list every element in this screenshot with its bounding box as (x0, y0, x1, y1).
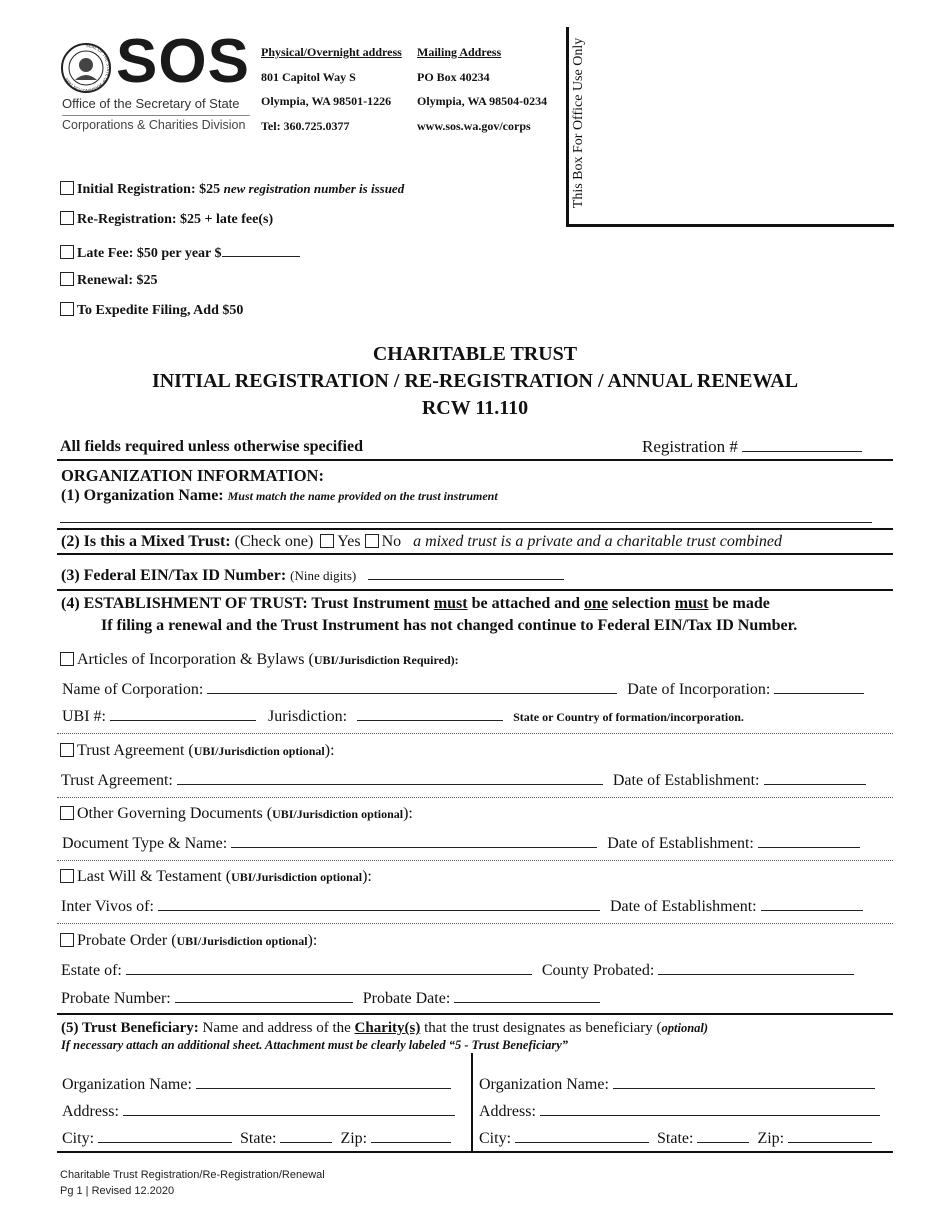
logo-mark: SOS (116, 27, 250, 96)
org-heading: ORGANIZATION INFORMATION: (61, 466, 324, 485)
ein-field[interactable] (368, 565, 564, 580)
mixed-no-checkbox[interactable] (365, 534, 379, 548)
beneficiary-2-address-field[interactable] (540, 1101, 880, 1116)
trust-agreement-option[interactable]: Trust Agreement (UBI/Jurisdiction optional): (60, 742, 335, 760)
ubi-row: UBI #: Jurisdiction: State or Country of formation/incorporation. (62, 708, 744, 725)
jurisdiction-field[interactable] (357, 706, 503, 721)
ubi-field[interactable] (110, 706, 256, 721)
ein-row: (3) Federal EIN/Tax ID Number: (Nine digits) (61, 565, 564, 585)
probate-number-row: Probate Number: Probate Date: (61, 988, 600, 1008)
fee-expedite[interactable]: To Expedite Filing, Add $50 (60, 302, 243, 319)
late-checkbox[interactable] (60, 245, 74, 259)
footer: Charitable Trust Registration/Re-Registration/Renewal Pg 1 | Revised 12.2020 (60, 1169, 325, 1197)
sos-logo (60, 27, 260, 140)
beneficiary-2-city: City: State: Zip: (479, 1128, 872, 1148)
inc-date-field[interactable] (774, 679, 864, 694)
other-docs-option[interactable]: Other Governing Documents (UBI/Jurisdiction optional): (60, 805, 413, 823)
inter-vivos-row: Inter Vivos of: Date of Establishment: (61, 896, 863, 916)
corp-name-row: Name of Corporation: Date of Incorporation: (62, 679, 864, 699)
county-field[interactable] (658, 960, 854, 975)
trust-agreement-field[interactable] (177, 770, 603, 785)
beneficiary-1-address-field[interactable] (123, 1101, 455, 1116)
registration-number[interactable]: Registration # (642, 437, 862, 457)
beneficiary-heading: (5) Trust Beneficiary: Name and address of the Charity(s) that the trust designates as beneficiary (optional) (61, 1020, 709, 1036)
will-option[interactable]: Last Will & Testament (UBI/Jurisdiction optional): (60, 868, 372, 886)
beneficiary-2-address: Address: (479, 1101, 880, 1121)
initial-checkbox[interactable] (60, 181, 74, 195)
beneficiary-1-org: Organization Name: (62, 1074, 451, 1094)
beneficiary-note: If necessary attach an additional sheet. Attachment must be clearly labeled “5 - Trust Beneficiary” (61, 1038, 569, 1052)
logo-division: Corporations & Charities Division (62, 118, 246, 132)
mailing-address: Mailing Address PO Box 40234 Olympia, WA 98504-0234 www.sos.wa.gov/corps (417, 45, 548, 133)
seal-text (60, 42, 112, 94)
office-use-label: This Box For Office Use Only (571, 37, 586, 209)
beneficiary-1-address: Address: (62, 1101, 455, 1121)
other-docs-checkbox[interactable] (60, 806, 74, 820)
renewal-checkbox[interactable] (60, 272, 74, 286)
mixed-yes-checkbox[interactable] (320, 534, 334, 548)
logo-office: Office of the Secretary of State (62, 96, 240, 111)
will-date-field[interactable] (761, 896, 863, 911)
establishment-note: If filing a renewal and the Trust Instrument has not changed continue to Federal EIN/Tax ID Number. (101, 617, 798, 634)
trust-date-field[interactable] (764, 770, 866, 785)
articles-option[interactable]: Articles of Incorporation & Bylaws (UBI/Jurisdiction Required): (60, 651, 459, 669)
fee-late[interactable]: Late Fee: $50 per year $ (60, 242, 300, 262)
required-note: All fields required unless otherwise specified (60, 438, 363, 455)
office-use-box (566, 27, 894, 227)
doc-date-field[interactable] (758, 833, 860, 848)
probate-number-field[interactable] (175, 988, 353, 1003)
beneficiary-1-org-field[interactable] (196, 1074, 451, 1089)
trust-agreement-row: Trust Agreement: Date of Establishment: (61, 770, 866, 790)
trust-agreement-checkbox[interactable] (60, 743, 74, 757)
doc-type-field[interactable] (231, 833, 597, 848)
estate-row: Estate of: County Probated: (61, 960, 854, 980)
probate-date-field[interactable] (454, 988, 600, 1003)
late-fee-field[interactable] (222, 242, 300, 257)
probate-option[interactable]: Probate Order (UBI/Jurisdiction optional): (60, 932, 317, 950)
probate-checkbox[interactable] (60, 933, 74, 947)
corp-name-field[interactable] (207, 679, 617, 694)
expedite-checkbox[interactable] (60, 302, 74, 316)
beneficiary-1-city: City: State: Zip: (62, 1128, 451, 1148)
org-name-row: (1) Organization Name: Must match the name provided on the trust instrument (61, 487, 498, 504)
doc-type-row: Document Type & Name: Date of Establishment: (62, 833, 860, 853)
inter-vivos-field[interactable] (158, 896, 600, 911)
svg-text:SEAL OF THE STATE OF WASHINGTO: SEAL OF THE STATE OF WASHINGTON 1889 (63, 42, 111, 94)
physical-address: Physical/Overnight address 801 Capitol Way S Olympia, WA 98501-1226 Tel: 360.725.0377 (261, 45, 402, 133)
articles-checkbox[interactable] (60, 652, 74, 666)
rereg-checkbox[interactable] (60, 211, 74, 225)
fee-initial[interactable]: Initial Registration: $25 new registration number is issued (60, 181, 404, 198)
beneficiary-2-org: Organization Name: (479, 1074, 875, 1094)
beneficiary-2-org-field[interactable] (613, 1074, 875, 1089)
org-name-field[interactable] (60, 522, 872, 523)
page-title: CHARITABLE TRUST INITIAL REGISTRATION / RE-REGISTRATION / ANNUAL RENEWAL RCW 11.110 (151, 343, 799, 419)
will-checkbox[interactable] (60, 869, 74, 883)
fee-rereg[interactable]: Re-Registration: $25 + late fee(s) (60, 211, 273, 228)
mixed-trust-row: (2) Is this a Mixed Trust: (Check one) Yes No a mixed trust is a private and a charitable trust combined (61, 533, 782, 550)
estate-field[interactable] (126, 960, 532, 975)
establishment-heading: (4) ESTABLISHMENT OF TRUST: Trust Instrument must be attached and one selection must be made (61, 595, 770, 612)
fee-renewal[interactable]: Renewal: $25 (60, 272, 158, 289)
